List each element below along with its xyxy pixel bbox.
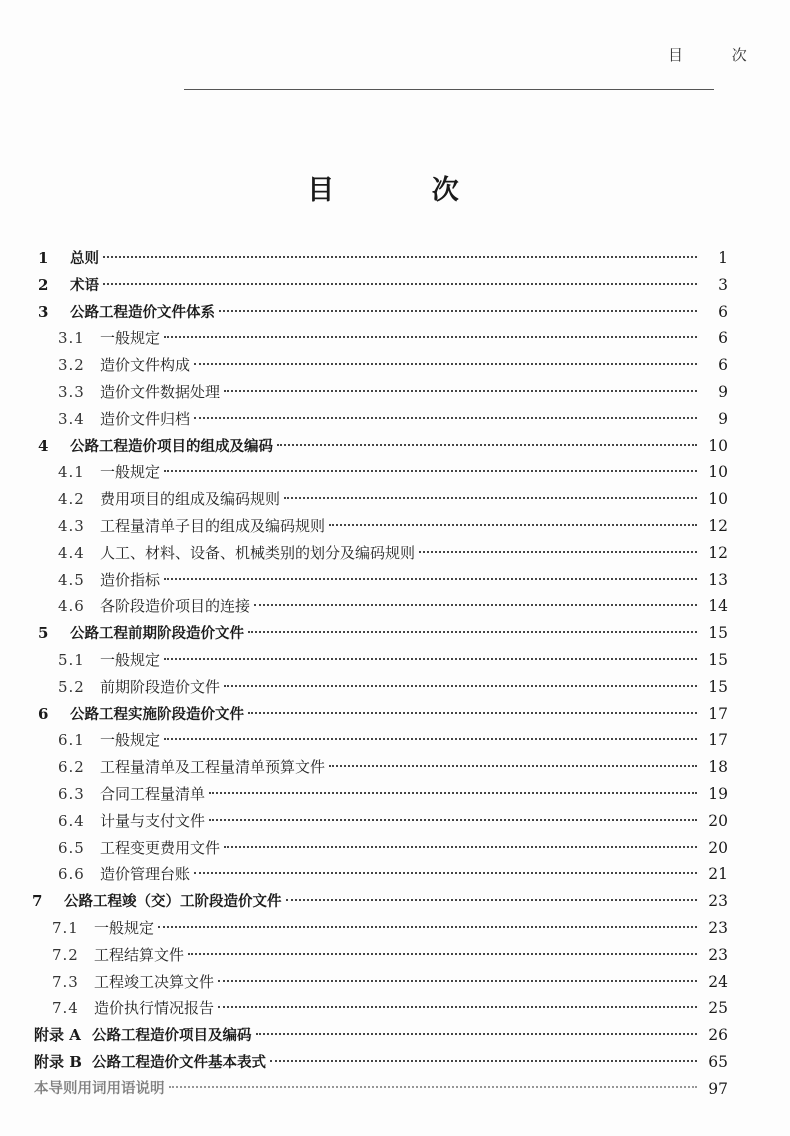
toc-entry[interactable] [0, 675, 790, 701]
dot-leader [164, 738, 697, 740]
dot-leader [103, 283, 697, 285]
toc-entry[interactable] [0, 568, 790, 594]
toc-entry-page: 14 [708, 597, 728, 616]
dot-leader [286, 899, 698, 901]
toc-entry[interactable] [0, 353, 790, 379]
dot-leader [103, 256, 697, 258]
dot-leader [224, 846, 697, 848]
toc-entry[interactable] [0, 755, 790, 781]
toc-entry-number: 2 [38, 275, 49, 294]
toc-entry[interactable] [0, 326, 790, 352]
toc-entry-page: 23 [708, 945, 728, 964]
toc-entry-label: 造价执行情况报告 [94, 999, 215, 1018]
dot-leader [164, 658, 697, 660]
dot-leader [224, 390, 697, 392]
dot-leader [219, 310, 697, 312]
toc-entry[interactable] [0, 1050, 790, 1076]
dot-leader [209, 819, 697, 821]
toc-entry-page: 26 [708, 1026, 728, 1045]
dot-leader [256, 1033, 698, 1035]
toc-entry[interactable] [0, 380, 790, 406]
toc-entry-number: 附录 B [34, 1053, 82, 1071]
toc-entry-page: 6 [718, 329, 728, 348]
toc-entry-number: 附录 A [34, 1026, 81, 1045]
toc-entry-number: 4.5 [58, 570, 85, 589]
dot-leader [164, 578, 697, 580]
toc-entry-page: 17 [708, 731, 728, 750]
toc-entry-number: 6.4 [58, 811, 85, 830]
toc-entry-number: 7.2 [52, 945, 79, 964]
toc-entry[interactable] [0, 487, 790, 513]
toc-entry[interactable] [0, 648, 790, 674]
toc-entry-label: 造价管理台账 [100, 865, 191, 884]
dot-leader [284, 497, 697, 499]
toc-entry-label: 一般规定 [100, 731, 161, 750]
toc-entry-label: 总则 [70, 251, 99, 267]
toc-entry[interactable] [0, 862, 790, 888]
toc-entry-page: 65 [708, 1053, 728, 1071]
dot-leader [164, 336, 697, 338]
toc-entry-number: 7.3 [52, 972, 79, 991]
toc-entry-page: 20 [708, 838, 728, 857]
toc-entry-page: 3 [718, 275, 728, 294]
toc-entry-label: 术语 [70, 277, 99, 294]
toc-entry[interactable] [0, 407, 790, 433]
dot-leader [270, 1060, 697, 1062]
toc-entry-page: 24 [708, 972, 728, 991]
toc-entry-page: 9 [718, 383, 728, 401]
toc-entry-label: 一般规定 [94, 919, 155, 937]
toc-entry[interactable] [0, 273, 790, 299]
toc-entry-number: 6.6 [58, 865, 85, 884]
toc-entry-label: 工程量清单及工程量清单预算文件 [100, 758, 326, 777]
toc-entry-number: 7.1 [52, 919, 79, 937]
toc-entry[interactable] [0, 541, 790, 567]
dot-leader [164, 470, 697, 472]
toc-entry-page: 97 [708, 1079, 728, 1098]
toc-entry-page: 15 [708, 624, 728, 643]
toc-entry-page: 15 [708, 677, 728, 696]
toc-entry-number: 4.3 [58, 517, 85, 535]
toc-entry-page: 12 [708, 543, 728, 562]
dot-leader [209, 792, 697, 794]
toc-entry[interactable] [0, 970, 790, 996]
toc-entry-label: 公路工程造价项目的组成及编码 [70, 438, 273, 455]
dot-leader [277, 444, 697, 446]
toc-entry-label: 工程变更费用文件 [100, 838, 221, 857]
toc-entry-label: 造价指标 [100, 570, 161, 589]
toc-entry[interactable] [0, 889, 790, 915]
toc-entry[interactable] [0, 728, 790, 754]
toc-entry-page: 10 [708, 436, 728, 455]
toc-entry-label: 公路工程竣（交）工阶段造价文件 [64, 894, 282, 911]
toc-entry-label: 一般规定 [100, 463, 161, 482]
toc-entry-label: 工程竣工决算文件 [94, 972, 215, 991]
toc-entry-number: 4 [38, 436, 49, 455]
toc-entry-page: 23 [708, 892, 728, 911]
toc-entry[interactable] [0, 996, 790, 1022]
toc-entry-label: 公路工程造价文件体系 [70, 304, 215, 321]
toc-entry[interactable] [0, 782, 790, 808]
dot-leader [218, 980, 697, 982]
toc-entry-label: 公路工程前期阶段造价文件 [70, 626, 244, 643]
dot-leader [194, 417, 697, 419]
toc-entry[interactable] [0, 943, 790, 969]
toc-entry-page: 12 [708, 517, 728, 535]
toc-entry-page: 25 [708, 999, 728, 1018]
toc-entry-page: 23 [708, 919, 728, 937]
dot-leader [194, 363, 697, 365]
toc-entry-number: 7.4 [52, 999, 79, 1018]
toc-entry-label: 造价文件构成 [100, 356, 191, 375]
toc-entry-number: 7 [32, 892, 43, 911]
toc-entry-number: 3 [38, 302, 49, 321]
toc-entry-label: 公路工程实施阶段造价文件 [70, 706, 244, 723]
dot-leader [158, 926, 697, 928]
toc-entry-label: 公路工程造价文件基本表式 [92, 1055, 266, 1071]
toc-entry[interactable] [0, 246, 790, 272]
toc-entry-page: 15 [708, 651, 728, 669]
toc-entry-page: 9 [718, 409, 728, 428]
page-title: 目 次 [307, 175, 503, 206]
toc-entry[interactable] [0, 1023, 790, 1049]
toc-entry-page: 21 [708, 865, 728, 884]
dot-leader [169, 1086, 698, 1088]
toc-entry[interactable] [0, 434, 790, 460]
toc-entry-page: 10 [708, 490, 728, 509]
toc-entry[interactable] [0, 836, 790, 862]
dot-leader [224, 685, 697, 687]
dot-leader [329, 524, 697, 526]
toc-entry[interactable] [0, 621, 790, 647]
dot-leader [329, 765, 697, 767]
toc-entry-number: 3.4 [58, 409, 85, 428]
toc-entry-label: 一般规定 [100, 329, 161, 348]
toc-entry-number: 6.2 [58, 758, 85, 777]
toc-entry-number: 4.4 [58, 543, 85, 562]
header-rule [184, 89, 714, 90]
toc-entry-number: 5.2 [58, 677, 85, 696]
toc-entry-number: 3.1 [58, 329, 85, 348]
toc-entry-number: 4.6 [58, 597, 85, 616]
toc-entry-number: 6.3 [58, 785, 85, 803]
toc-entry-label: 一般规定 [100, 651, 161, 669]
toc-entry-number: 3.3 [58, 383, 85, 401]
toc-entry-number: 5 [38, 624, 49, 643]
toc-entry-label: 工程结算文件 [94, 945, 185, 964]
toc-entry[interactable] [0, 594, 790, 620]
toc-entry[interactable] [0, 809, 790, 835]
toc-entry-label: 前期阶段造价文件 [100, 677, 221, 696]
toc-entry-page: 20 [708, 811, 728, 830]
toc-entry-label: 费用项目的组成及编码规则 [100, 490, 281, 509]
toc-entry[interactable] [0, 916, 790, 942]
toc-entry-number: 3.2 [58, 356, 85, 375]
toc-entry-page: 17 [708, 704, 728, 723]
dot-leader [248, 712, 697, 714]
toc-entry-page: 19 [708, 785, 728, 803]
toc-entry-number: 6.5 [58, 838, 85, 857]
dot-leader [188, 953, 697, 955]
toc-entry[interactable] [0, 300, 790, 326]
toc-entry[interactable] [0, 514, 790, 540]
toc-entry-label: 合同工程量清单 [100, 785, 206, 803]
toc-entry-page: 13 [708, 570, 728, 589]
toc-entry-label: 公路工程造价项目及编码 [92, 1028, 252, 1045]
toc-entry-label: 各阶段造价项目的连接 [100, 597, 251, 616]
toc-entry-label: 造价文件数据处理 [100, 383, 221, 401]
toc-entry[interactable] [0, 1077, 790, 1103]
toc-entry-page: 10 [708, 463, 728, 482]
dot-leader [419, 551, 697, 553]
toc-entry-number: 4.1 [58, 463, 85, 482]
dot-leader [254, 604, 697, 606]
toc-entry-number: 4.2 [58, 490, 85, 509]
toc-entry-label: 计量与支付文件 [100, 811, 206, 830]
toc-entry[interactable] [0, 702, 790, 728]
toc-entry-label: 本导则用词用语说明 [34, 1080, 165, 1097]
dot-leader [194, 872, 697, 874]
running-header: 目 次 [668, 46, 769, 64]
dot-leader [248, 631, 697, 633]
toc-entry[interactable] [0, 460, 790, 486]
toc-entry-number: 5.1 [58, 651, 85, 669]
toc-entry-number: 6 [38, 704, 49, 723]
toc-entry-page: 6 [718, 302, 728, 321]
toc-entry-page: 1 [718, 249, 728, 267]
dot-leader [218, 1006, 697, 1008]
toc-entry-page: 6 [718, 356, 728, 375]
toc-entry-label: 造价文件归档 [100, 409, 191, 428]
toc-entry-number: 1 [38, 249, 49, 267]
toc-entry-label: 人工、材料、设备、机械类别的划分及编码规则 [100, 543, 416, 562]
toc-entry-number: 6.1 [58, 731, 85, 750]
toc-entry-page: 18 [708, 758, 728, 777]
toc-entry-label: 工程量清单子目的组成及编码规则 [100, 517, 326, 535]
